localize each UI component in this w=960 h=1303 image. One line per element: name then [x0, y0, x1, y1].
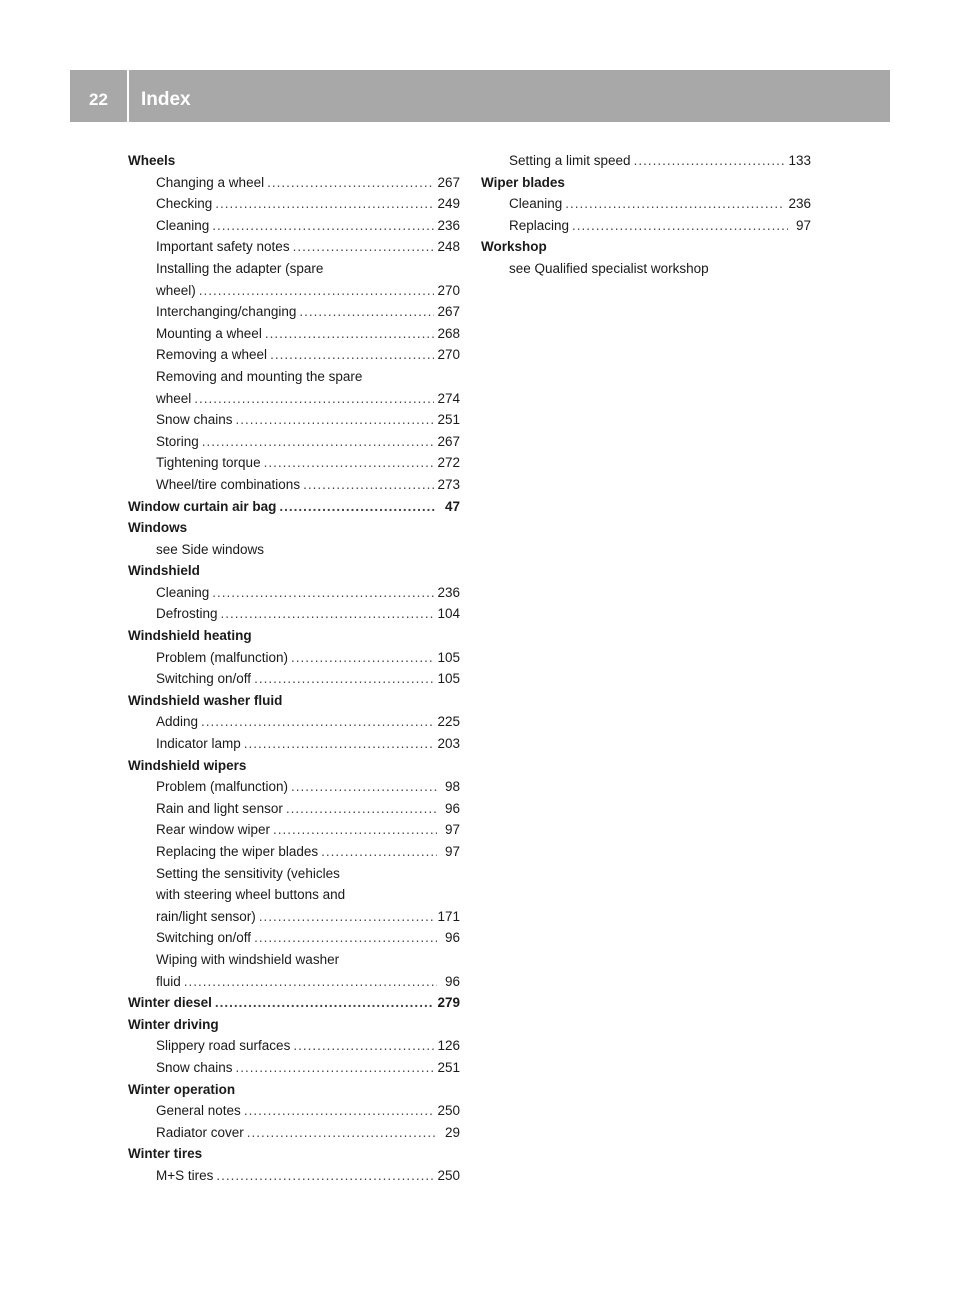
- index-subentry: [128, 1165, 460, 1187]
- index-subentry: [128, 927, 460, 949]
- leader-dots: [216, 1165, 434, 1187]
- leader-dots: [286, 798, 437, 820]
- header-bar: [70, 70, 890, 122]
- page-reference: 273: [437, 476, 460, 492]
- index-subentry: [128, 1100, 460, 1122]
- index-subentry: [128, 1122, 460, 1144]
- entry-label: wheel): [156, 282, 196, 298]
- page-reference: 267: [437, 174, 460, 190]
- index-subentry: [481, 193, 811, 215]
- entry-label: Winter driving: [128, 1016, 219, 1032]
- page-reference: 203: [437, 736, 460, 752]
- page-reference: 133: [788, 153, 811, 168]
- page-reference: 236: [437, 584, 460, 600]
- entry-label: Windshield wipers: [128, 757, 247, 773]
- index-heading: [128, 517, 460, 539]
- index-subentry: [128, 798, 460, 820]
- page-reference: 251: [437, 412, 460, 428]
- index-heading: [128, 1079, 460, 1101]
- page-reference: 236: [788, 196, 811, 212]
- page-title: Index: [141, 89, 191, 110]
- index-heading: [481, 236, 811, 258]
- index-subentry: [128, 409, 460, 431]
- index-heading: [128, 625, 460, 647]
- entry-label: Wiper blades: [481, 174, 565, 190]
- entry-label: Workshop: [481, 239, 547, 255]
- leader-dots: [265, 323, 435, 345]
- entry-label: Snow chains: [156, 1059, 233, 1075]
- index-heading: [481, 172, 811, 194]
- index-subentry: [128, 863, 460, 885]
- index-subentry: [128, 236, 460, 258]
- page-reference: 270: [437, 347, 460, 363]
- page-reference: 274: [437, 390, 460, 406]
- entry-label: Winter diesel: [128, 995, 212, 1011]
- entry-label: fluid: [156, 973, 181, 989]
- entry-label: rain/light sensor): [156, 908, 256, 924]
- index-subentry: [481, 215, 811, 237]
- leader-dots: [291, 776, 437, 798]
- index-heading: [128, 150, 460, 172]
- entry-label: Problem (malfunction): [156, 649, 289, 665]
- index-heading: [128, 755, 460, 777]
- leader-dots: [565, 193, 785, 215]
- entry-label: Important safety notes: [156, 239, 290, 255]
- index-heading: [128, 560, 460, 582]
- leader-dots: [199, 280, 435, 302]
- leader-dots: [291, 647, 434, 669]
- entry-label: Radiator cover: [156, 1124, 244, 1140]
- index-subentry: [128, 323, 460, 345]
- leader-dots: [244, 1100, 435, 1122]
- page-reference: 96: [444, 930, 460, 946]
- entry-label: Switching on/off: [156, 671, 252, 687]
- leader-dots: [254, 668, 434, 690]
- page-reference: 270: [437, 282, 460, 298]
- index-subentry: [128, 366, 460, 388]
- entry-label: Installing the adapter (spare: [156, 260, 324, 276]
- index-subentry: [481, 258, 811, 280]
- entry-label: Replacing the wiper blades: [156, 844, 319, 859]
- leader-dots: [293, 1035, 434, 1057]
- entry-label: Wheel/tire combinations: [156, 476, 301, 492]
- index-subentry: [128, 301, 460, 323]
- page-reference: 105: [437, 671, 460, 687]
- entry-label: Replacing: [509, 217, 570, 233]
- index-subentry: [128, 474, 460, 496]
- entry-label: Storing: [156, 433, 199, 449]
- index-heading: [128, 496, 460, 518]
- page-reference: 279: [437, 995, 460, 1011]
- page-reference: 98: [444, 779, 460, 795]
- header-divider: [127, 70, 129, 122]
- leader-dots: [236, 409, 435, 431]
- page-reference: 97: [444, 844, 460, 859]
- page-reference: 249: [437, 196, 460, 212]
- index-subentry: [128, 1035, 460, 1057]
- leader-dots: [184, 971, 437, 993]
- leader-dots: [201, 711, 434, 733]
- index-column-right: [481, 150, 811, 280]
- index-column-left: [128, 150, 460, 1187]
- entry-label: Checking: [156, 196, 213, 212]
- entry-label: Removing and mounting the spare: [156, 368, 363, 384]
- entry-label: Windshield washer fluid: [128, 692, 283, 708]
- index-subentry: [128, 711, 460, 733]
- index-subentry: [128, 1057, 460, 1079]
- leader-dots: [215, 992, 435, 1014]
- index-subentry: [128, 906, 460, 928]
- page-reference: 250: [437, 1167, 460, 1183]
- entry-label: Mounting a wheel: [156, 325, 262, 341]
- index-subentry: [128, 344, 460, 366]
- leader-dots: [194, 388, 434, 410]
- leader-dots: [299, 301, 434, 323]
- entry-label: with steering wheel buttons and: [156, 887, 346, 903]
- leader-dots: [293, 236, 435, 258]
- page-reference: 104: [437, 606, 460, 622]
- entry-label: Tightening torque: [156, 455, 261, 471]
- leader-dots: [215, 193, 434, 215]
- entry-label: General notes: [156, 1103, 241, 1119]
- leader-dots: [634, 150, 786, 172]
- index-subentry: [128, 172, 460, 194]
- index-subentry: [128, 971, 460, 993]
- index-subentry: [128, 582, 460, 604]
- entry-label: Interchanging/changing: [156, 304, 297, 320]
- entry-label: Wiping with windshield washer: [156, 951, 340, 967]
- index-subentry: [128, 215, 460, 237]
- index-subentry: [128, 388, 460, 410]
- leader-dots: [279, 496, 437, 518]
- page-reference: 248: [437, 239, 460, 255]
- page-number: 22: [89, 90, 108, 109]
- entry-label: Rain and light sensor: [156, 800, 283, 816]
- leader-dots: [221, 603, 435, 625]
- index-heading: [128, 992, 460, 1014]
- page-reference: 29: [444, 1124, 460, 1140]
- entry-label: Winter operation: [128, 1081, 236, 1097]
- entry-label: Cleaning: [156, 217, 210, 233]
- entry-label: Windshield: [128, 563, 200, 579]
- leader-dots: [321, 841, 437, 863]
- index-subentry: [128, 668, 460, 690]
- entry-label: Cleaning: [156, 584, 210, 600]
- index-subentry: [128, 258, 460, 280]
- leader-dots: [244, 733, 435, 755]
- page-reference: 171: [437, 908, 460, 924]
- page-reference: 225: [437, 714, 460, 730]
- leader-dots: [202, 431, 435, 453]
- index-subentry: [128, 452, 460, 474]
- leader-dots: [259, 906, 435, 928]
- page-reference: 268: [437, 325, 460, 341]
- leader-dots: [212, 582, 434, 604]
- entry-label: Setting the sensitivity (vehicles: [156, 865, 340, 881]
- page-reference: 236: [437, 217, 460, 233]
- entry-label: wheel: [156, 390, 192, 406]
- entry-label: Wheels: [128, 153, 176, 168]
- page-reference: 272: [437, 455, 460, 471]
- index-subentry: [128, 647, 460, 669]
- page-reference: 126: [437, 1038, 460, 1054]
- entry-label: Defrosting: [156, 606, 218, 622]
- entry-label: see Qualified specialist workshop: [509, 260, 709, 276]
- page-reference: 267: [437, 433, 460, 449]
- entry-label: Slippery road surfaces: [156, 1038, 291, 1054]
- entry-label: Setting a limit speed: [509, 153, 631, 168]
- index-subentry: [128, 431, 460, 453]
- index-subentry: [128, 776, 460, 798]
- leader-dots: [236, 1057, 435, 1079]
- page-reference: 97: [444, 822, 460, 838]
- page-reference: 251: [437, 1059, 460, 1075]
- leader-dots: [247, 1122, 437, 1144]
- entry-label: Changing a wheel: [156, 174, 265, 190]
- index-subentry: [481, 150, 811, 172]
- leader-dots: [270, 344, 434, 366]
- leader-dots: [254, 927, 437, 949]
- index-subentry: [128, 884, 460, 906]
- entry-label: Switching on/off: [156, 930, 252, 946]
- index-subentry: [128, 539, 460, 561]
- leader-dots: [572, 215, 788, 237]
- page-reference: 97: [795, 217, 811, 233]
- index-subentry: [128, 949, 460, 971]
- page-reference: 47: [444, 498, 460, 514]
- index-subentry: [128, 280, 460, 302]
- index-subentry: [128, 733, 460, 755]
- index-subentry: [128, 819, 460, 841]
- index-heading: [128, 690, 460, 712]
- leader-dots: [212, 215, 434, 237]
- entry-label: Winter tires: [128, 1146, 203, 1162]
- entry-label: Windshield heating: [128, 628, 252, 644]
- entry-label: Snow chains: [156, 412, 233, 428]
- index-subentry: [128, 841, 460, 863]
- page-reference: 267: [437, 304, 460, 320]
- entry-label: Rear window wiper: [156, 822, 271, 838]
- entry-label: Window curtain air bag: [128, 498, 277, 514]
- page-reference: 105: [437, 649, 460, 665]
- page-reference: 96: [444, 973, 460, 989]
- entry-label: see Side windows: [156, 541, 265, 557]
- entry-label: Indicator lamp: [156, 736, 241, 752]
- index-subentry: [128, 193, 460, 215]
- leader-dots: [264, 452, 435, 474]
- leader-dots: [267, 172, 434, 194]
- entry-label: Adding: [156, 714, 199, 730]
- index-heading: [128, 1014, 460, 1036]
- entry-label: Windows: [128, 520, 188, 536]
- index-subentry: [128, 603, 460, 625]
- page-reference: 250: [437, 1103, 460, 1119]
- leader-dots: [273, 819, 437, 841]
- index-heading: [128, 1143, 460, 1165]
- entry-label: Cleaning: [509, 196, 563, 212]
- entry-label: M+S tires: [156, 1167, 214, 1183]
- leader-dots: [303, 474, 434, 496]
- entry-label: Problem (malfunction): [156, 779, 289, 795]
- page-reference: 96: [444, 800, 460, 816]
- entry-label: Removing a wheel: [156, 347, 268, 363]
